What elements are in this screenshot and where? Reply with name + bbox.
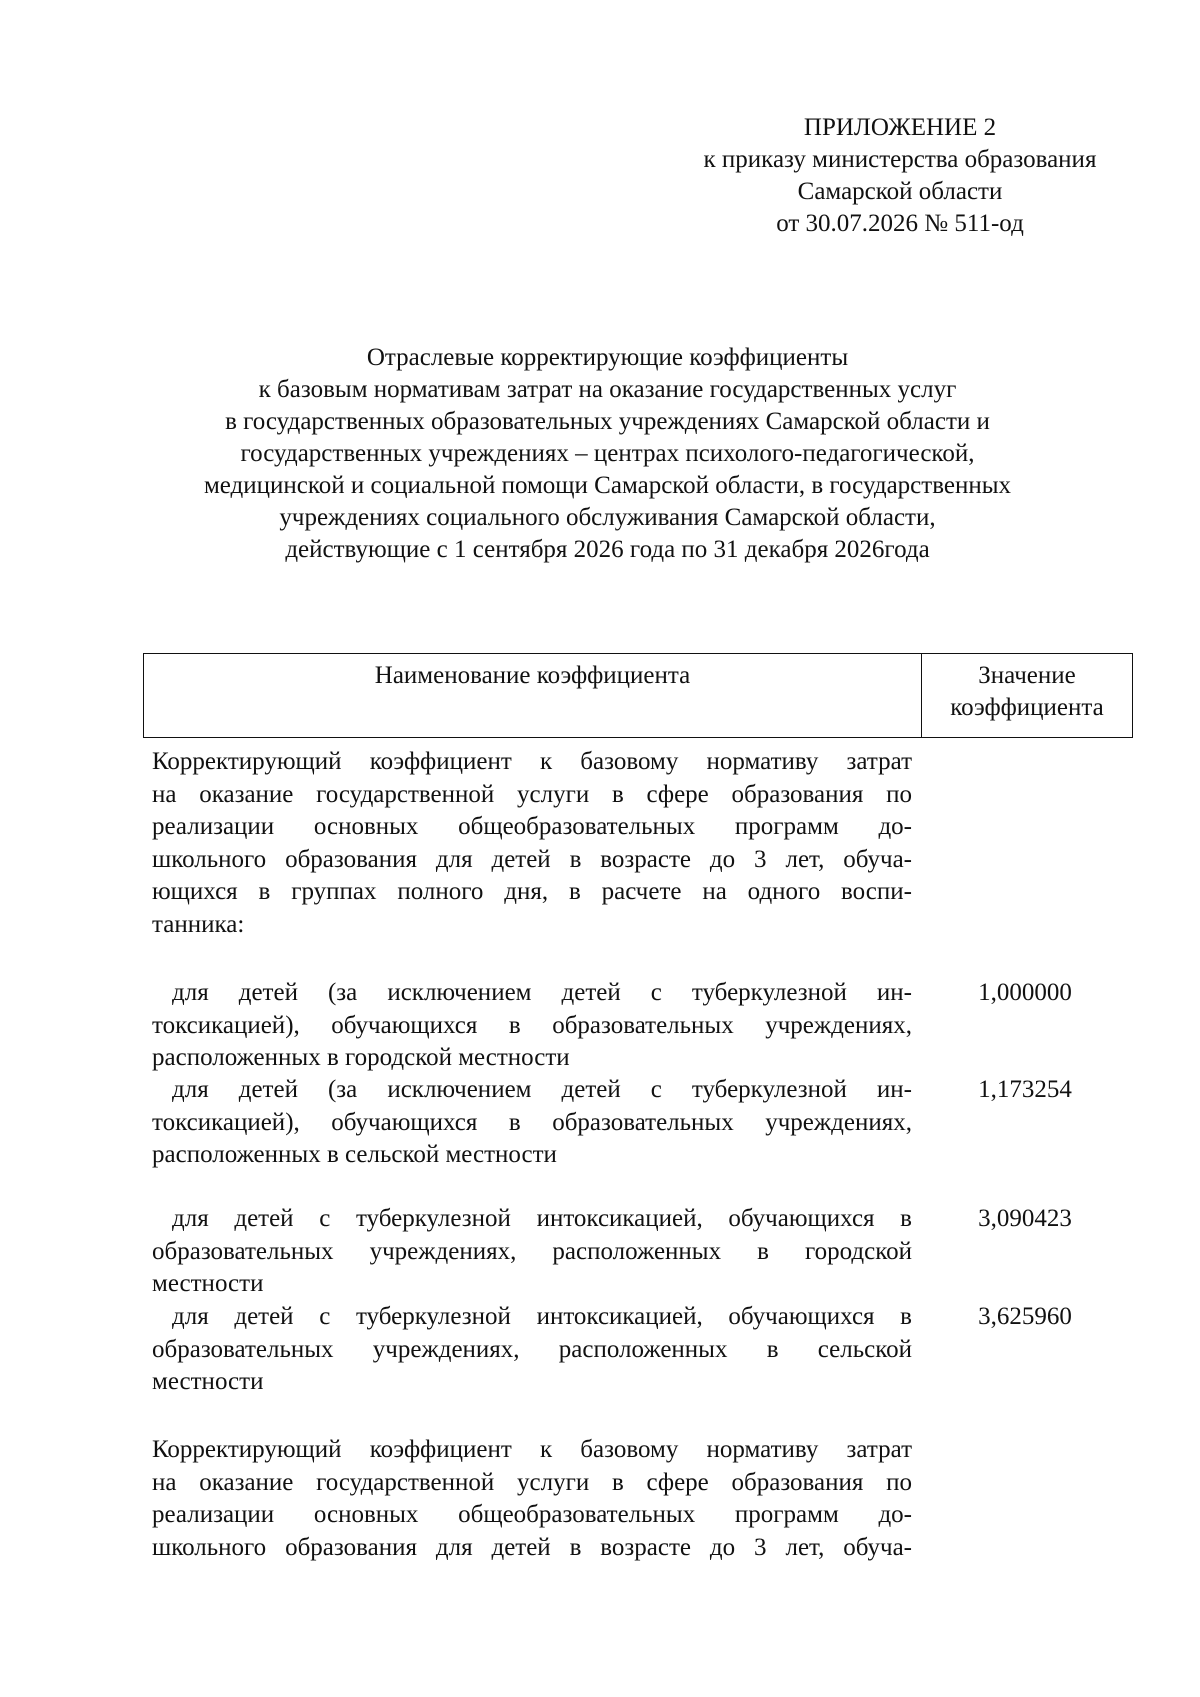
- text-line: на оказание государственной услуги в сфере образования по: [152, 1468, 912, 1496]
- text-line: для детей (за исключением детей с туберкулезной ин-: [172, 979, 912, 1006]
- coefficient-row-description: [152, 1074, 912, 1172]
- text-line: для детей (за исключением детей с туберкулезной ин-: [172, 1076, 912, 1103]
- text-line: ющихся в группах полного дня, в расчете на одного воспи-: [152, 878, 912, 905]
- text-line: токсикацией), обучающихся в образовательных учреждениях,: [152, 1108, 912, 1136]
- title-line: Отраслевые корректирующие коэффициенты: [366, 344, 849, 371]
- title-line: к базовым нормативам затрат на оказание государственных услуг: [258, 376, 957, 403]
- text-line: танника:: [152, 910, 245, 938]
- column-header-value-line: коэффициента: [950, 694, 1104, 721]
- coefficient-group-description: [152, 746, 912, 941]
- column-header-value-line: Значение: [978, 662, 1076, 689]
- coefficient-value: 3,625960: [978, 1303, 1072, 1330]
- appendix-region: Самарской области: [797, 178, 1003, 205]
- text-line: Корректирующий коэффициент к базовому нормативу затрат: [152, 748, 912, 775]
- coefficient-value: 1,173254: [978, 1076, 1072, 1103]
- title-line: учреждениях социального обслуживания Самарской области,: [279, 504, 936, 531]
- text-line: для детей с туберкулезной интоксикацией, обучающихся в: [172, 1303, 912, 1330]
- coefficient-group-description: [152, 1434, 912, 1564]
- text-line: образовательных учреждениях, расположенных в сельской: [152, 1335, 912, 1363]
- document-title: [130, 342, 1085, 566]
- text-line: расположенных в сельской местности: [152, 1141, 557, 1168]
- text-line: местности: [152, 1270, 264, 1297]
- column-header-name: Наименование коэффициента: [144, 654, 922, 737]
- appendix-number: ПРИЛОЖЕНИЕ 2: [803, 114, 997, 141]
- title-line: действующие с 1 сентября 2026 года по 31 декабря 2026года: [285, 536, 930, 563]
- text-line: для детей с туберкулезной интоксикацией, обучающихся в: [172, 1205, 912, 1232]
- table-header: [143, 653, 1133, 738]
- title-line: в государственных образовательных учреждениях Самарской области и: [225, 408, 990, 435]
- title-line: государственных учреждениях – центрах психолого-педагогической,: [240, 440, 975, 467]
- text-line: местности: [152, 1368, 264, 1395]
- text-line: токсикацией), обучающихся в образовательных учреждениях,: [152, 1011, 912, 1039]
- text-line: реализации основных общеобразовательных программ до-: [152, 1501, 912, 1528]
- title-line: медицинской и социальной помощи Самарской области, в государственных: [203, 472, 1012, 499]
- text-line: на оказание государственной услуги в сфере образования по: [152, 780, 912, 808]
- coefficient-value: 3,090423: [978, 1205, 1072, 1232]
- text-line: реализации основных общеобразовательных программ до-: [152, 813, 912, 840]
- text-line: расположенных в городской местности: [152, 1044, 570, 1071]
- coefficient-row-description: [152, 1301, 912, 1399]
- text-line: образовательных учреждениях, расположенных в городской: [152, 1237, 912, 1265]
- coefficient-value: 1,000000: [978, 979, 1072, 1006]
- appendix-order-date: от 30.07.2026 № 511-од: [776, 210, 1024, 237]
- text-line: школьного образования для детей в возрасте до 3 лет, обуча-: [152, 1533, 912, 1561]
- coefficient-row-description: [152, 1203, 912, 1301]
- column-header-value: [922, 654, 1132, 737]
- text-line: Корректирующий коэффициент к базовому нормативу затрат: [152, 1436, 912, 1463]
- appendix-order-ref: к приказу министерства образования: [703, 146, 1097, 173]
- coefficient-row-description: [152, 977, 912, 1075]
- appendix-header: [660, 112, 1140, 240]
- text-line: школьного образования для детей в возрасте до 3 лет, обуча-: [152, 845, 912, 873]
